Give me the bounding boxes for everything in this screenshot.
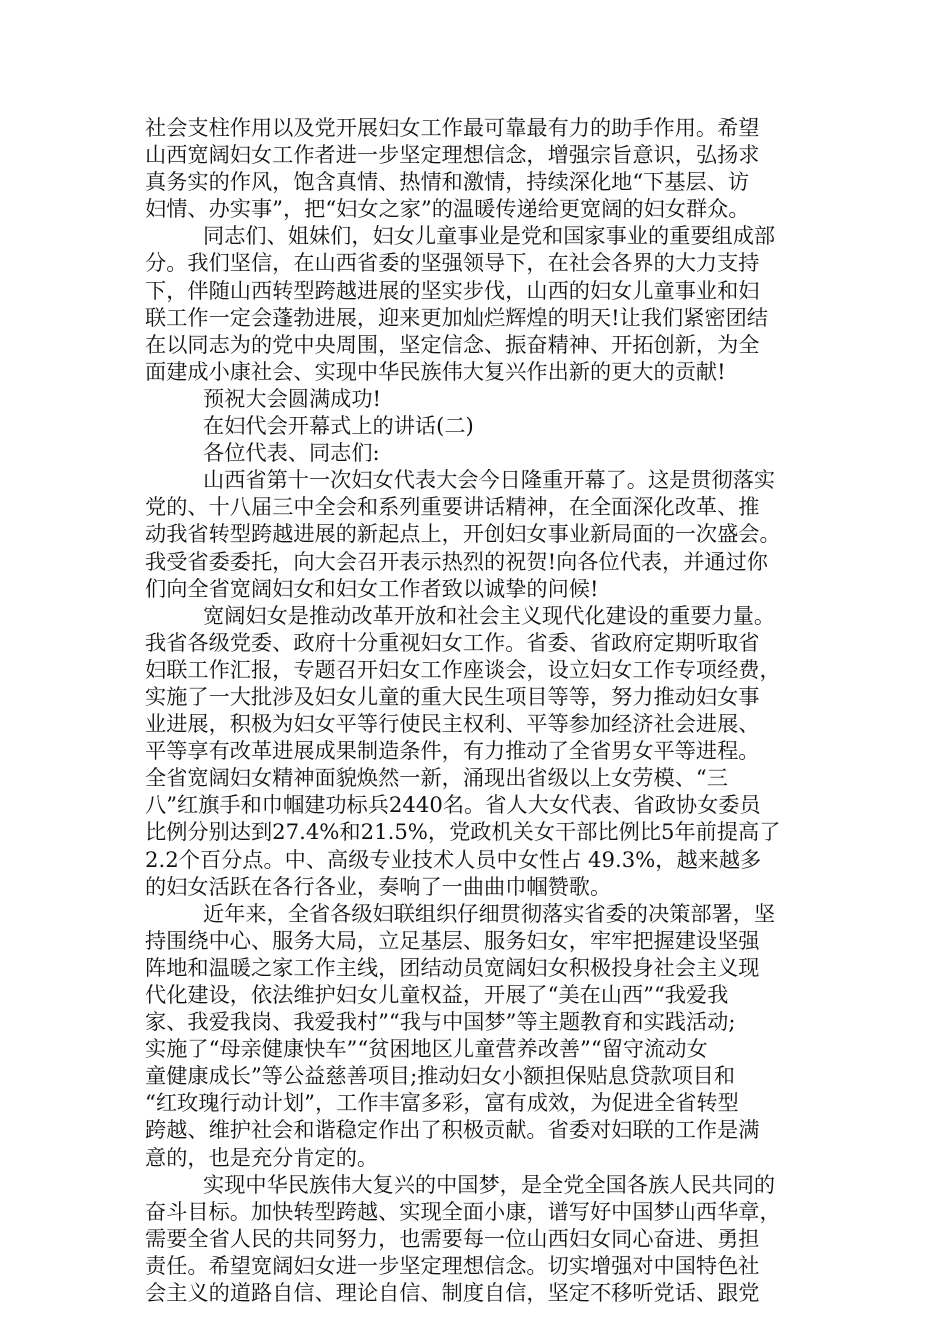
- text-line: 阵地和温暖之家工作主线，团结动员宽阔妇女积极投身社会主义现: [145, 954, 760, 980]
- text-line: 面建成小康社会、实现中华民族伟大复兴作出新的更大的贡献!: [145, 358, 726, 384]
- text-line: 会主义的道路自信、理论自信、制度自信，坚定不移听党话、跟党: [145, 1280, 760, 1306]
- text-line: 妇情、办实事”，把“妇女之家”的温暖传递给更宽阔的妇女群众。: [145, 196, 750, 222]
- text-line: 下，伴随山西转型跨越进展的坚实步伐，山西的妇女儿童事业和妇: [145, 277, 760, 303]
- text-line: 在以同志为的党中央周围，坚定信念、振奋精神、开拓创新，为全: [145, 331, 760, 357]
- text-line: 全省宽阔妇女精神面貌焕然一新，涌现出省级以上女劳模、“三: [145, 765, 728, 791]
- text-line: 山西省第十一次妇女代表大会今日隆重开幕了。这是贯彻落实: [203, 467, 776, 493]
- text-line: 比例分别达到27.4%和21.5%，党政机关女干部比例比5年前提高了: [145, 819, 781, 845]
- text-line: 联工作一定会蓬勃进展，迎来更加灿烂辉煌的明天!让我们紧密团结: [145, 304, 768, 330]
- text-line: 跨越、维护社会和谐稳定作出了积极贡献。省委对妇联的工作是满: [145, 1117, 760, 1143]
- text-line: 同志们、姐妹们，妇女儿童事业是党和国家事业的重要组成部: [203, 223, 776, 249]
- text-line: 分。我们坚信，在山西省委的坚强领导下，在社会各界的大力支持: [145, 250, 760, 276]
- text-line: 平等享有改革进展成果制造条件，有力推动了全省男女平等进程。: [145, 738, 760, 764]
- text-line: 我受省委委托，向大会召开表示热烈的祝贺!向各位代表，并通过你: [145, 548, 768, 574]
- text-line: 实施了“母亲健康快车”“贫困地区儿童营养改善”“留守流动女: [145, 1036, 708, 1062]
- text-line: 山西宽阔妇女工作者进一步坚定理想信念，增强宗旨意识，弘扬求: [145, 142, 760, 168]
- text-line: 业进展，积极为妇女平等行使民主权利、平等参加经济社会进展、: [145, 711, 760, 737]
- text-line: 实现中华民族伟大复兴的中国梦，是全党全国各族人民共同的: [203, 1171, 776, 1197]
- text-line: 社会支柱作用以及党开展妇女工作最可靠最有力的助手作用。希望: [145, 115, 760, 140]
- text-line: 们向全省宽阔妇女和妇女工作者致以诚挚的问候!: [145, 575, 599, 601]
- text-line: 妇联工作汇报，专题召开妇女工作座谈会，设立妇女工作专项经费，: [145, 656, 781, 682]
- text-line: 宽阔妇女是推动改革开放和社会主义现代化建设的重要力量。: [203, 602, 776, 628]
- text-line: 八”红旗手和巾帼建功标兵2440名。省人大女代表、省政协女委员: [145, 792, 761, 818]
- text-line: 需要全省人民的共同努力，也需要每一位山西妇女同心奋进、勇担: [145, 1225, 760, 1251]
- text-line: 动我省转型跨越进展的新起点上，开创妇女事业新局面的一次盛会。: [145, 521, 781, 547]
- text-line: 童健康成长”等公益慈善项目;推动妇女小额担保贴息贷款项目和: [145, 1063, 736, 1089]
- text-line: 在妇代会开幕式上的讲话(二): [203, 413, 474, 439]
- text-line: 的妇女活跃在各行各业，奏响了一曲曲巾帼赞歌。: [145, 873, 612, 899]
- text-line: 各位代表、同志们:: [203, 440, 380, 466]
- text-line: 实施了一大批涉及妇女儿童的重大民生项目等等，努力推动妇女事: [145, 683, 760, 709]
- text-line: 奋斗目标。加快转型跨越、实现全面小康，谱写好中国梦山西华章，: [145, 1198, 781, 1224]
- text-line: 近年来，全省各级妇联组织仔细贯彻落实省委的决策部署，坚: [203, 900, 776, 926]
- text-line: 责任。希望宽阔妇女进一步坚定理想信念。切实增强对中国特色社: [145, 1252, 760, 1278]
- text-line: 2.2个百分点。中、高级专业技术人员中女性占 49.3%，越来越多: [145, 846, 762, 872]
- text-line: 真务实的作风，饱含真情、热情和激情，持续深化地“下基层、访: [145, 169, 750, 195]
- document-page: [145, 114, 805, 1306]
- text-line: “红玫瑰行动计划”，工作丰富多彩，富有成效，为促进全省转型: [145, 1090, 739, 1116]
- text-line: 预祝大会圆满成功!: [203, 385, 382, 411]
- text-line: 党的、十八届三中全会和系列重要讲话精神，在全面深化改革、推: [145, 494, 760, 520]
- text-line: 持围绕中心、服务大局，立足基层、服务妇女，牢牢把握建设坚强: [145, 927, 760, 953]
- text-line: 我省各级党委、政府十分重视妇女工作。省委、省政府定期听取省: [145, 629, 760, 655]
- text-line: 代化建设，依法维护妇女儿童权益，开展了“美在山西”“我爱我: [145, 982, 729, 1007]
- text-line: 意的，也是充分肯定的。: [145, 1144, 379, 1170]
- text-line: 家、我爱我岗、我爱我村”“我与中国梦”等主题教育和实践活动;: [145, 1009, 736, 1035]
